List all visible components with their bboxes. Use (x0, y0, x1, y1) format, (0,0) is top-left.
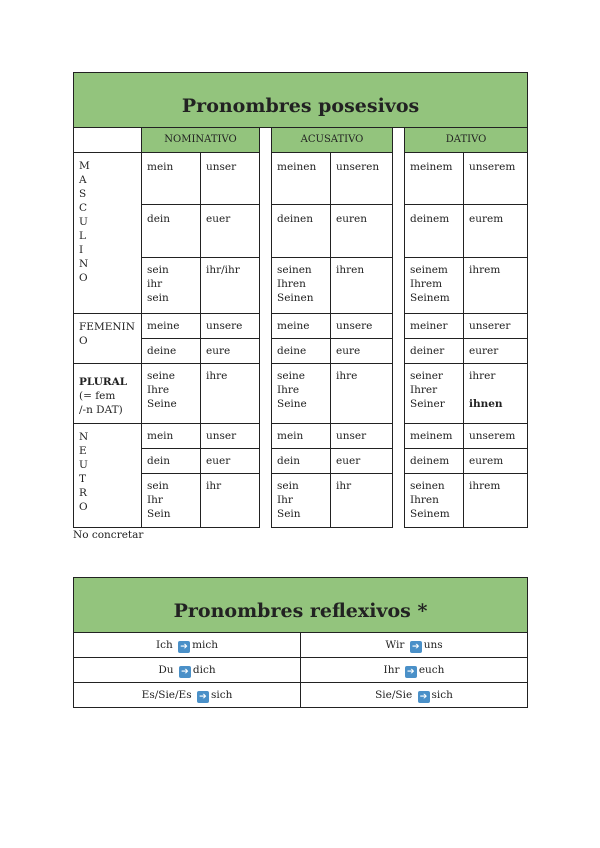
cell: seiner Ihrer Seiner (405, 364, 464, 424)
footnote: No concretar (73, 529, 144, 541)
reflexive-cell: Es/Sie/Es ➔ sich (74, 683, 301, 708)
cell: sein Ihr Sein (142, 474, 201, 528)
cell: euer (201, 449, 260, 474)
cell: ihrem (464, 258, 528, 314)
possessive-pronouns-table (73, 72, 528, 528)
cell: eurem (464, 449, 528, 474)
cell: deine (272, 339, 331, 364)
corner-cell (74, 128, 142, 153)
neutro-label: NEUTRO (74, 424, 142, 528)
cell: ihren (331, 258, 393, 314)
right-arrow-icon: ➔ (197, 691, 209, 703)
cell: sein ihr sein (142, 258, 201, 314)
cell: mein (272, 424, 331, 449)
gap (260, 258, 272, 314)
table-row (74, 424, 528, 449)
gap (393, 258, 405, 314)
cell: unser (331, 424, 393, 449)
right-arrow-icon: ➔ (418, 691, 430, 703)
gap (260, 153, 272, 205)
cell: dein (142, 205, 201, 258)
table-row (74, 474, 528, 528)
reflexive-cell: Wir ➔ uns (301, 633, 528, 658)
cell: seinem Ihrem Seinem (405, 258, 464, 314)
cell: eurer (464, 339, 528, 364)
cell: dein (142, 449, 201, 474)
table-row (74, 633, 528, 658)
cell: seinen Ihren Seinem (405, 474, 464, 528)
cell: dein (272, 449, 331, 474)
reflexive-title: Pronombres reflexivos * (74, 578, 528, 633)
cell: eure (331, 339, 393, 364)
gap (393, 339, 405, 364)
cell: euren (331, 205, 393, 258)
plural-label: PLURAL (= fem /-n DAT) (74, 364, 142, 424)
cell: meine (272, 314, 331, 339)
cell: eurem (464, 205, 528, 258)
cell: deine (142, 339, 201, 364)
gap (393, 424, 405, 449)
table-row (74, 258, 528, 314)
reflexive-cell: Du ➔ dich (74, 658, 301, 683)
gap (393, 364, 405, 424)
cell: seine Ihre Seine (142, 364, 201, 424)
cell: unserem (464, 153, 528, 205)
cell: ihr (331, 474, 393, 528)
right-arrow-icon: ➔ (179, 666, 191, 678)
cell: eure (201, 339, 260, 364)
cell: unsere (331, 314, 393, 339)
table-row (74, 339, 528, 364)
cell: deinen (272, 205, 331, 258)
right-arrow-icon: ➔ (410, 641, 422, 653)
cell: meinen (272, 153, 331, 205)
gap (393, 474, 405, 528)
cell: euer (201, 205, 260, 258)
cell: unsere (201, 314, 260, 339)
gap (260, 449, 272, 474)
gap (393, 205, 405, 258)
gap (260, 128, 272, 153)
gap (260, 474, 272, 528)
cell: deinem (405, 449, 464, 474)
cell: seinen Ihren Seinen (272, 258, 331, 314)
cell: unser (201, 424, 260, 449)
gap (260, 339, 272, 364)
cell: meinem (405, 424, 464, 449)
cell: mein (142, 424, 201, 449)
gap (260, 314, 272, 339)
right-arrow-icon: ➔ (405, 666, 417, 678)
masculino-label: MASCULINO (74, 153, 142, 314)
cell: sein Ihr Sein (272, 474, 331, 528)
table-row (74, 205, 528, 258)
table-row (74, 153, 528, 205)
cell: ihre (201, 364, 260, 424)
reflexive-cell: Ich ➔ mich (74, 633, 301, 658)
cell: deinem (405, 205, 464, 258)
gap (260, 205, 272, 258)
cell: meinem (405, 153, 464, 205)
gap (260, 424, 272, 449)
cell: meine (142, 314, 201, 339)
cell: unser (201, 153, 260, 205)
gap (260, 364, 272, 424)
cell: seine Ihre Seine (272, 364, 331, 424)
cell: euer (331, 449, 393, 474)
table-row (74, 449, 528, 474)
table-row (74, 683, 528, 708)
possessive-title: Pronombres posesivos (74, 73, 528, 128)
reflexive-cell: Sie/Sie ➔ sich (301, 683, 528, 708)
gap (393, 449, 405, 474)
cell: ihr/ihr (201, 258, 260, 314)
table-row (74, 364, 528, 424)
header-nominativo: NOMINATIVO (142, 128, 260, 153)
header-acusativo: ACUSATIVO (272, 128, 393, 153)
cell: ihre (331, 364, 393, 424)
gap (393, 128, 405, 153)
cell: ihrer ihnen (464, 364, 528, 424)
cell: unserer (464, 314, 528, 339)
cell: mein (142, 153, 201, 205)
cell: unseren (331, 153, 393, 205)
cell: ihr (201, 474, 260, 528)
reflexive-cell: Ihr ➔ euch (301, 658, 528, 683)
cell: ihrem (464, 474, 528, 528)
femenino-label: FEMENINO (74, 314, 142, 364)
cell: deiner (405, 339, 464, 364)
header-dativo: DATIVO (405, 128, 528, 153)
right-arrow-icon: ➔ (178, 641, 190, 653)
gap (393, 314, 405, 339)
cell: unserem (464, 424, 528, 449)
table-row (74, 314, 528, 339)
reflexive-pronouns-table (73, 577, 528, 708)
gap (393, 153, 405, 205)
table-row (74, 658, 528, 683)
cell: meiner (405, 314, 464, 339)
